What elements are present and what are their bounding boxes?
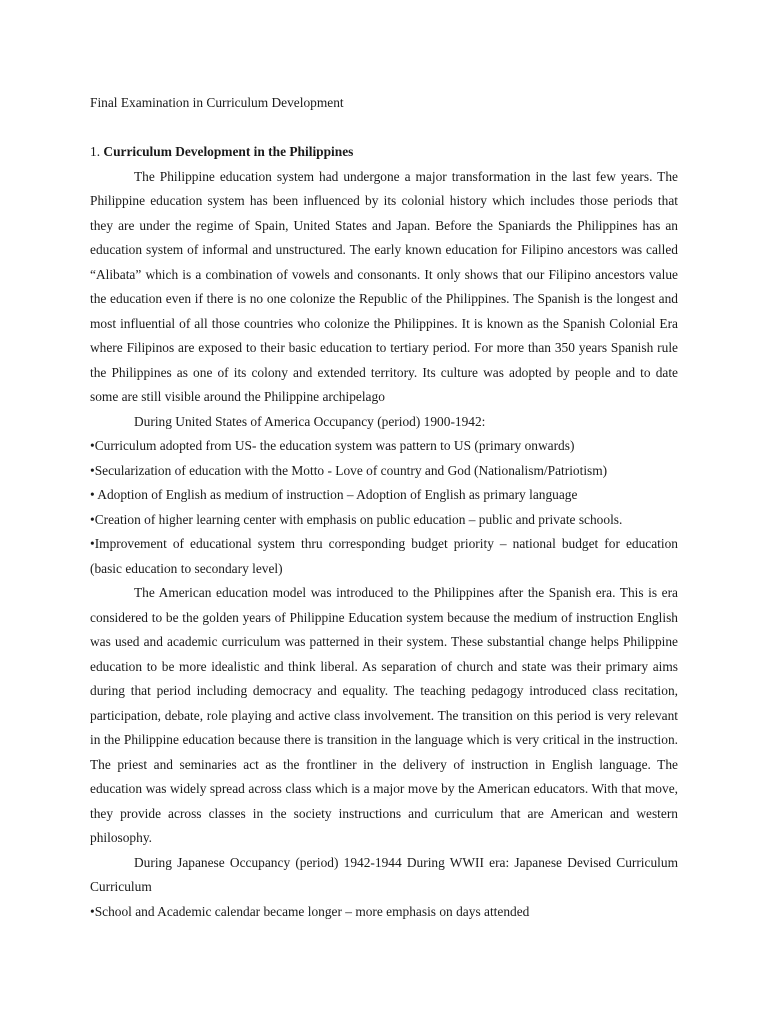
japanese-bullet-item: •School and Academic calendar became longer – more emphasis on days attended [90,903,530,919]
us-period-heading: During United States of America Occupancy (period) 1900-1942: [134,413,486,429]
document-body [90,91,678,924]
us-bullet-item: •Curriculum adopted from US- the education system was pattern to US (primary onwards) [90,438,575,453]
document-title: Final Examination in Curriculum Development [90,95,344,110]
us-bullet-item: •Improvement of educational system thru corresponding budget priority – national budget for education (basic education to secondary level) [90,536,678,576]
us-bullet-item: •Secularization of education with the Motto - Love of country and God (Nationalism/Patriotism) [90,462,608,478]
section-title: Curriculum Development in the Philippines [103,144,354,159]
section-number: 1. [90,144,101,159]
section-heading [90,140,678,165]
intro-paragraph: The Philippine education system had undergone a major transformation in the last few years. The Philippine education system has been influenced by its colonial history which includes those periods that they are under the regime of Spain, United States and Japan. Before the Spaniards the Philippines has an education system of informal and unstructured. The early known education for Filipino ancestors was called “Alibata” which is a combination of vowels and consonants. It only shows that our Filipino ancestors value the education even if there is no one colonize the Republic of the Philippines. The Spanish is the longest and most influential of all those countries who colonize the Philippines. It is known as the Spanish Colonial Era where Filipinos are exposed to their basic education to tertiary period. For more than 350 years Spanish rule the Philippines as one of its colony and extended territory. Its culture was adopted by people and to date some are still visible around the Philippine archipelago [90,168,678,404]
japanese-period-heading: During Japanese Occupancy (period) 1942-1944 During WWII era: Japanese Devised Curriculum Curriculum [90,854,678,894]
us-bullet-item: • Adoption of English as medium of instruction – Adoption of English as primary language [90,487,578,502]
us-bullet-item: •Creation of higher learning center with emphasis on public education – public and private schools. [90,511,623,527]
american-model-paragraph: The American education model was introduced to the Philippines after the Spanish era. This is era considered to be the golden years of Philippine Education system because the medium of instruction English was used and academic curriculum was patterned in their system. These substantial change helps Philippine education to be more idealistic and think liberal. As separation of church and state was their primary aims during that period including democracy and equality. The teaching pedagogy introduced class recitation, participation, debate, role playing and active class involvement. The transition on this period is very relevant in the Philippine education because there is transition in the language which is very critical in the instruction. The priest and seminaries act as the frontliner in the delivery of instruction in English language. The education was widely spread across class which is a major move by the American educators. With that move, they provide across classes in the society instructions and curriculum that are American and western philosophy. [90,585,678,845]
